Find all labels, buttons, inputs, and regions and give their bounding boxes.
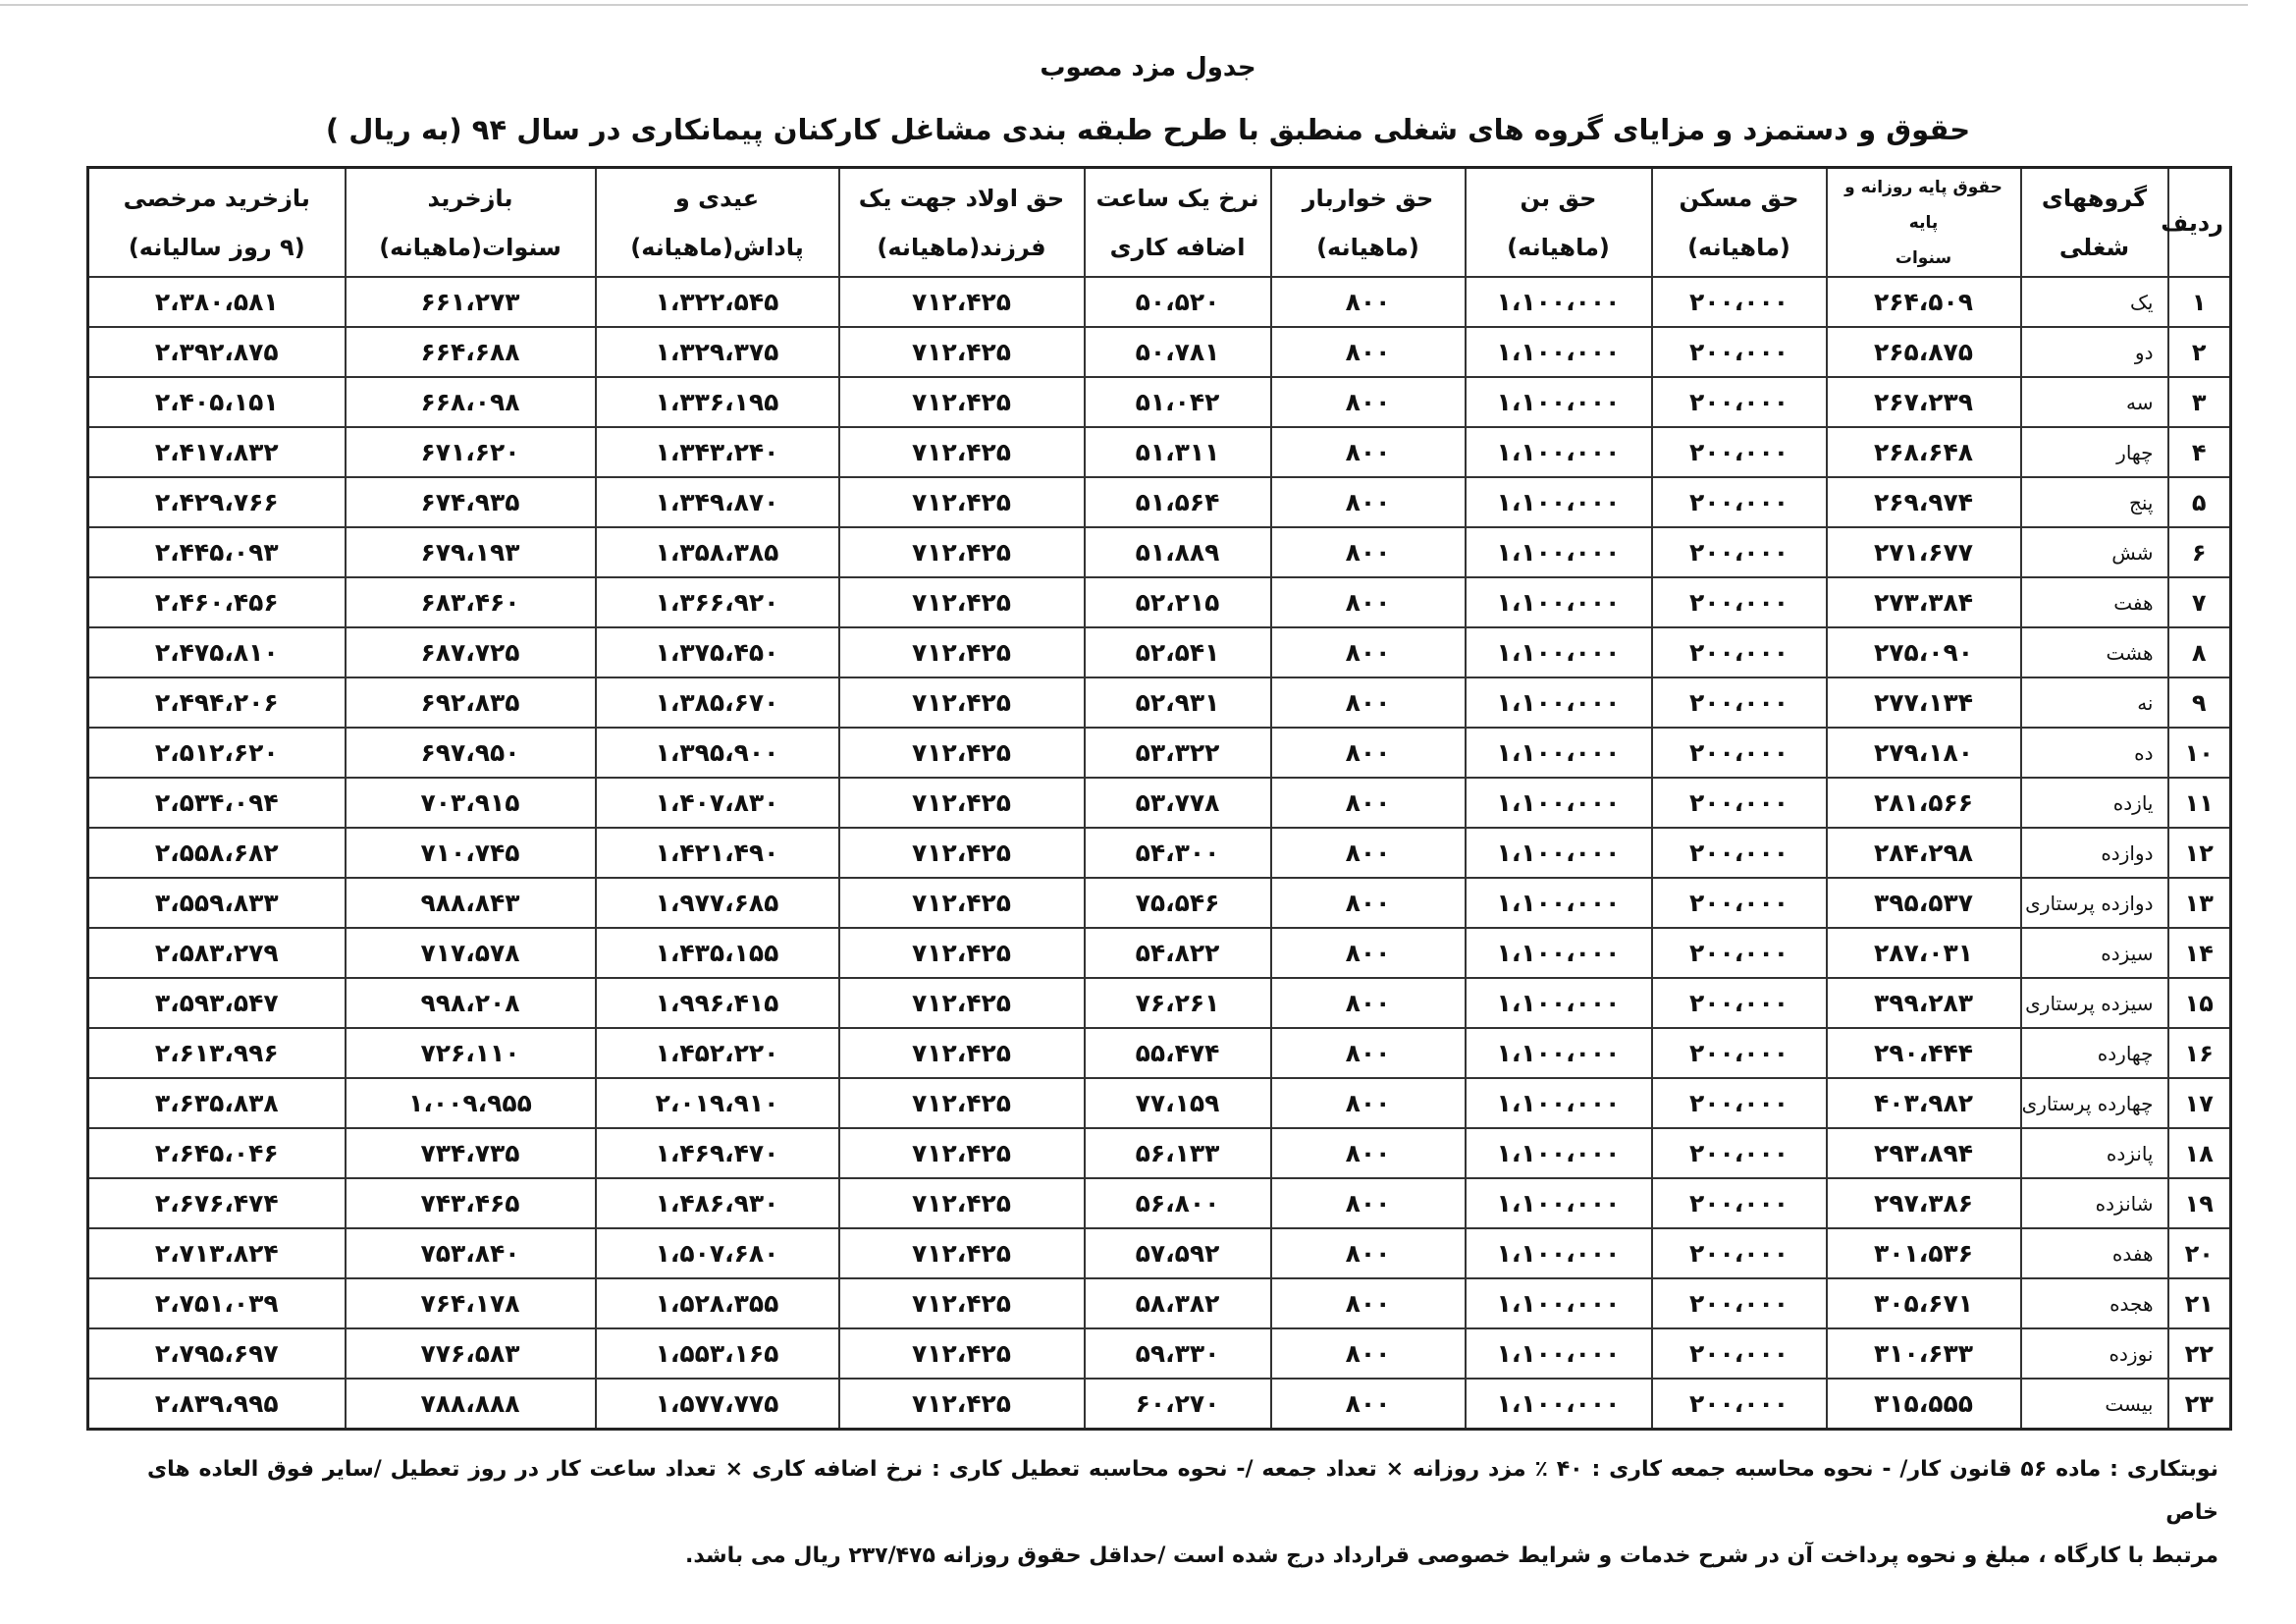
cell-base-salary: ۲۹۷،۳۸۶: [1827, 1178, 2021, 1228]
cell-severance: ۶۶۸،۰۹۸: [346, 377, 596, 427]
cell-grocery: ۸۰۰: [1271, 677, 1466, 728]
cell-child: ۷۱۲،۴۲۵: [839, 1228, 1085, 1278]
cell-overtime: ۵۴،۸۲۲: [1085, 928, 1271, 978]
cell-bon: ۱،۱۰۰،۰۰۰: [1466, 978, 1652, 1028]
cell-severance: ۶۷۴،۹۳۵: [346, 477, 596, 527]
cell-housing: ۲۰۰،۰۰۰: [1652, 327, 1827, 377]
cell-child: ۷۱۲،۴۲۵: [839, 677, 1085, 728]
cell-base-salary: ۲۷۱،۶۷۷: [1827, 527, 2021, 577]
cell-child: ۷۱۲،۴۲۵: [839, 577, 1085, 627]
cell-base-salary: ۲۷۹،۱۸۰: [1827, 728, 2021, 778]
cell-bon: ۱،۱۰۰،۰۰۰: [1466, 477, 1652, 527]
cell-row-number: ۱۶: [2168, 1028, 2231, 1078]
cell-bonus: ۱،۳۴۳،۲۴۰: [596, 427, 839, 477]
cell-bonus: ۱،۳۹۵،۹۰۰: [596, 728, 839, 778]
cell-housing: ۲۰۰،۰۰۰: [1652, 1078, 1827, 1128]
cell-grocery: ۸۰۰: [1271, 878, 1466, 928]
cell-severance: ۶۹۷،۹۵۰: [346, 728, 596, 778]
table-row: [88, 327, 2231, 377]
cell-row-number: ۱۸: [2168, 1128, 2231, 1178]
table-row: [88, 778, 2231, 828]
cell-job-group: یازده: [2021, 778, 2168, 828]
cell-row-number: ۱۷: [2168, 1078, 2231, 1128]
cell-job-group: بیست: [2021, 1379, 2168, 1430]
footnote-line-1: نوبتکاری : ماده ۵۶ قانون کار/ - نحوه محاسبه جمعه کاری : ۴۰ ٪ مزد روزانه × تعداد جمعه /- نحوه محاسبه تعطیل کاری : نرخ اضافه کاری × تعداد ساعت کار در روز تعطیل /سایر فوق العاده های خاص: [147, 1457, 2218, 1525]
cell-job-group: دوازده: [2021, 828, 2168, 878]
cell-severance: ۷۱۷،۵۷۸: [346, 928, 596, 978]
cell-leave: ۲،۵۵۸،۶۸۲: [88, 828, 346, 878]
cell-row-number: ۴: [2168, 427, 2231, 477]
cell-row-number: ۶: [2168, 527, 2231, 577]
cell-job-group: چهارده پرستاری: [2021, 1078, 2168, 1128]
cell-bonus: ۱،۳۷۵،۴۵۰: [596, 627, 839, 677]
cell-housing: ۲۰۰،۰۰۰: [1652, 1228, 1827, 1278]
table-row: [88, 427, 2231, 477]
header-row: [88, 168, 2231, 278]
cell-severance: ۷۱۰،۷۴۵: [346, 828, 596, 878]
cell-grocery: ۸۰۰: [1271, 1028, 1466, 1078]
cell-leave: ۲،۶۴۵،۰۴۶: [88, 1128, 346, 1178]
cell-base-salary: ۲۶۸،۶۴۸: [1827, 427, 2021, 477]
cell-grocery: ۸۰۰: [1271, 778, 1466, 828]
cell-severance: ۷۵۳،۸۴۰: [346, 1228, 596, 1278]
cell-child: ۷۱۲،۴۲۵: [839, 978, 1085, 1028]
cell-leave: ۲،۵۸۳،۲۷۹: [88, 928, 346, 978]
cell-child: ۷۱۲،۴۲۵: [839, 477, 1085, 527]
cell-grocery: ۸۰۰: [1271, 327, 1466, 377]
header-job-group: گروههای شغلی: [2021, 168, 2168, 278]
cell-job-group: ده: [2021, 728, 2168, 778]
cell-overtime: ۵۰،۵۲۰: [1085, 277, 1271, 327]
cell-base-salary: ۲۷۷،۱۳۴: [1827, 677, 2021, 728]
table-row: [88, 1228, 2231, 1278]
cell-grocery: ۸۰۰: [1271, 1178, 1466, 1228]
cell-leave: ۳،۵۵۹،۸۳۳: [88, 878, 346, 928]
cell-leave: ۲،۶۱۳،۹۹۶: [88, 1028, 346, 1078]
cell-bonus: ۱،۳۴۹،۸۷۰: [596, 477, 839, 527]
cell-bonus: ۱،۴۸۶،۹۳۰: [596, 1178, 839, 1228]
cell-severance: ۶۸۷،۷۲۵: [346, 627, 596, 677]
cell-overtime: ۵۵،۴۷۴: [1085, 1028, 1271, 1078]
cell-leave: ۲،۴۷۵،۸۱۰: [88, 627, 346, 677]
cell-row-number: ۱۲: [2168, 828, 2231, 878]
footnote-line-2: مرتبط با کارگاه ، مبلغ و نحوه پرداخت آن در شرح خدمات و شرایط خصوصی قرارداد درج شده است /حداقل حقوق روزانه ۲۳۷/۴۷۵ ریال می باشد.: [684, 1543, 2218, 1568]
cell-child: ۷۱۲،۴۲۵: [839, 1328, 1085, 1379]
cell-job-group: پنج: [2021, 477, 2168, 527]
table-row: [88, 527, 2231, 577]
cell-severance: ۹۸۸،۸۴۳: [346, 878, 596, 928]
cell-overtime: ۵۶،۸۰۰: [1085, 1178, 1271, 1228]
cell-leave: ۲،۴۱۷،۸۳۲: [88, 427, 346, 477]
table-row: [88, 277, 2231, 327]
header-bon: حق بن (ماهیانه): [1466, 168, 1652, 278]
cell-leave: ۲،۴۴۵،۰۹۳: [88, 527, 346, 577]
cell-job-group: شش: [2021, 527, 2168, 577]
cell-overtime: ۷۵،۵۴۶: [1085, 878, 1271, 928]
cell-job-group: شانزده: [2021, 1178, 2168, 1228]
cell-overtime: ۶۰،۲۷۰: [1085, 1379, 1271, 1430]
cell-child: ۷۱۲،۴۲۵: [839, 627, 1085, 677]
cell-base-salary: ۲۷۳،۳۸۴: [1827, 577, 2021, 627]
table-row: [88, 627, 2231, 677]
cell-housing: ۲۰۰،۰۰۰: [1652, 878, 1827, 928]
cell-row-number: ۷: [2168, 577, 2231, 627]
cell-child: ۷۱۲،۴۲۵: [839, 728, 1085, 778]
cell-severance: ۱،۰۰۹،۹۵۵: [346, 1078, 596, 1128]
table-row: [88, 978, 2231, 1028]
cell-housing: ۲۰۰،۰۰۰: [1652, 677, 1827, 728]
cell-base-salary: ۲۸۱،۵۶۶: [1827, 778, 2021, 828]
table-row: [88, 677, 2231, 728]
header-child: حق اولاد جهت یک فرزند(ماهیانه): [839, 168, 1085, 278]
cell-row-number: ۵: [2168, 477, 2231, 527]
cell-bonus: ۱،۴۰۷،۸۳۰: [596, 778, 839, 828]
cell-base-salary: ۲۹۰،۴۴۴: [1827, 1028, 2021, 1078]
cell-bon: ۱،۱۰۰،۰۰۰: [1466, 577, 1652, 627]
cell-housing: ۲۰۰،۰۰۰: [1652, 577, 1827, 627]
header-grocery: حق خواربار (ماهیانه): [1271, 168, 1466, 278]
cell-bon: ۱،۱۰۰،۰۰۰: [1466, 1228, 1652, 1278]
cell-leave: ۲،۵۳۴،۰۹۴: [88, 778, 346, 828]
cell-severance: ۷۰۳،۹۱۵: [346, 778, 596, 828]
cell-bon: ۱،۱۰۰،۰۰۰: [1466, 527, 1652, 577]
header-overtime: نرخ یک ساعت اضافه کاری: [1085, 168, 1271, 278]
cell-bonus: ۱،۳۵۸،۳۸۵: [596, 527, 839, 577]
cell-overtime: ۵۶،۱۳۳: [1085, 1128, 1271, 1178]
cell-grocery: ۸۰۰: [1271, 978, 1466, 1028]
cell-overtime: ۵۹،۳۳۰: [1085, 1328, 1271, 1379]
header-housing: حق مسکن (ماهیانه): [1652, 168, 1827, 278]
cell-child: ۷۱۲،۴۲۵: [839, 778, 1085, 828]
cell-row-number: ۱۳: [2168, 878, 2231, 928]
cell-severance: ۶۶۱،۲۷۳: [346, 277, 596, 327]
table-row: [88, 728, 2231, 778]
cell-grocery: ۸۰۰: [1271, 1078, 1466, 1128]
cell-bonus: ۱،۴۲۱،۴۹۰: [596, 828, 839, 878]
cell-housing: ۲۰۰،۰۰۰: [1652, 477, 1827, 527]
cell-bon: ۱،۱۰۰،۰۰۰: [1466, 778, 1652, 828]
cell-child: ۷۱۲،۴۲۵: [839, 1178, 1085, 1228]
cell-overtime: ۵۲،۹۳۱: [1085, 677, 1271, 728]
cell-leave: ۲،۴۶۰،۴۵۶: [88, 577, 346, 627]
cell-severance: ۷۶۴،۱۷۸: [346, 1278, 596, 1328]
cell-leave: ۲،۳۹۲،۸۷۵: [88, 327, 346, 377]
cell-overtime: ۵۳،۷۷۸: [1085, 778, 1271, 828]
header-base-salary: حقوق پایه روزانه و پایه سنوات: [1827, 168, 2021, 278]
table-row: [88, 1028, 2231, 1078]
cell-child: ۷۱۲،۴۲۵: [839, 1379, 1085, 1430]
cell-grocery: ۸۰۰: [1271, 477, 1466, 527]
cell-housing: ۲۰۰،۰۰۰: [1652, 627, 1827, 677]
cell-housing: ۲۰۰،۰۰۰: [1652, 928, 1827, 978]
cell-bonus: ۱،۳۲۹،۳۷۵: [596, 327, 839, 377]
cell-row-number: ۲: [2168, 327, 2231, 377]
cell-grocery: ۸۰۰: [1271, 828, 1466, 878]
cell-grocery: ۸۰۰: [1271, 527, 1466, 577]
cell-row-number: ۱۵: [2168, 978, 2231, 1028]
cell-job-group: هفت: [2021, 577, 2168, 627]
table-row: [88, 1078, 2231, 1128]
cell-bon: ۱،۱۰۰،۰۰۰: [1466, 1128, 1652, 1178]
cell-base-salary: ۲۸۴،۲۹۸: [1827, 828, 2021, 878]
cell-overtime: ۵۱،۳۱۱: [1085, 427, 1271, 477]
cell-grocery: ۸۰۰: [1271, 627, 1466, 677]
cell-bonus: ۱،۴۳۵،۱۵۵: [596, 928, 839, 978]
cell-housing: ۲۰۰،۰۰۰: [1652, 828, 1827, 878]
table-row: [88, 1128, 2231, 1178]
cell-grocery: ۸۰۰: [1271, 1328, 1466, 1379]
cell-housing: ۲۰۰،۰۰۰: [1652, 1328, 1827, 1379]
cell-bonus: ۱،۴۶۹،۴۷۰: [596, 1128, 839, 1178]
cell-bonus: ۱،۵۷۷،۷۷۵: [596, 1379, 839, 1430]
cell-base-salary: ۲۶۴،۵۰۹: [1827, 277, 2021, 327]
cell-child: ۷۱۲،۴۲۵: [839, 1028, 1085, 1078]
cell-leave: ۳،۶۳۵،۸۳۸: [88, 1078, 346, 1128]
table-row: [88, 878, 2231, 928]
cell-severance: ۹۹۸،۲۰۸: [346, 978, 596, 1028]
cell-row-number: ۱۴: [2168, 928, 2231, 978]
cell-housing: ۲۰۰،۰۰۰: [1652, 728, 1827, 778]
cell-overtime: ۷۶،۲۶۱: [1085, 978, 1271, 1028]
cell-bonus: ۱،۳۲۲،۵۴۵: [596, 277, 839, 327]
cell-bon: ۱،۱۰۰،۰۰۰: [1466, 1379, 1652, 1430]
cell-row-number: ۲۲: [2168, 1328, 2231, 1379]
cell-bon: ۱،۱۰۰،۰۰۰: [1466, 1328, 1652, 1379]
cell-overtime: ۵۱،۵۶۴: [1085, 477, 1271, 527]
cell-leave: ۲،۷۱۳،۸۲۴: [88, 1228, 346, 1278]
table-row: [88, 828, 2231, 878]
cell-bonus: ۱،۳۸۵،۶۷۰: [596, 677, 839, 728]
cell-housing: ۲۰۰،۰۰۰: [1652, 427, 1827, 477]
cell-base-salary: ۳۹۹،۲۸۳: [1827, 978, 2021, 1028]
cell-base-salary: ۳۱۰،۶۳۳: [1827, 1328, 2021, 1379]
cell-bon: ۱،۱۰۰،۰۰۰: [1466, 828, 1652, 878]
cell-severance: ۷۸۸،۸۸۸: [346, 1379, 596, 1430]
cell-child: ۷۱۲،۴۲۵: [839, 1078, 1085, 1128]
cell-bon: ۱،۱۰۰،۰۰۰: [1466, 327, 1652, 377]
cell-bonus: ۱،۴۵۲،۲۲۰: [596, 1028, 839, 1078]
cell-base-salary: ۳۹۵،۵۳۷: [1827, 878, 2021, 928]
cell-base-salary: ۳۱۵،۵۵۵: [1827, 1379, 2021, 1430]
table-row: [88, 1379, 2231, 1430]
cell-child: ۷۱۲،۴۲۵: [839, 1128, 1085, 1178]
table-row: [88, 1328, 2231, 1379]
cell-severance: ۶۶۴،۶۸۸: [346, 327, 596, 377]
cell-child: ۷۱۲،۴۲۵: [839, 377, 1085, 427]
cell-grocery: ۸۰۰: [1271, 377, 1466, 427]
table-row: [88, 577, 2231, 627]
cell-job-group: سیزده: [2021, 928, 2168, 978]
cell-overtime: ۷۷،۱۵۹: [1085, 1078, 1271, 1128]
cell-row-number: ۲۰: [2168, 1228, 2231, 1278]
cell-child: ۷۱۲،۴۲۵: [839, 878, 1085, 928]
footnote: [147, 1448, 2218, 1578]
cell-base-salary: ۲۷۵،۰۹۰: [1827, 627, 2021, 677]
cell-job-group: نوزده: [2021, 1328, 2168, 1379]
cell-bon: ۱،۱۰۰،۰۰۰: [1466, 928, 1652, 978]
cell-bonus: ۱،۳۳۶،۱۹۵: [596, 377, 839, 427]
table-row: [88, 1278, 2231, 1328]
cell-grocery: ۸۰۰: [1271, 1228, 1466, 1278]
cell-row-number: ۳: [2168, 377, 2231, 427]
cell-leave: ۲،۳۸۰،۵۸۱: [88, 277, 346, 327]
cell-row-number: ۱۹: [2168, 1178, 2231, 1228]
cell-job-group: چهار: [2021, 427, 2168, 477]
cell-base-salary: ۴۰۳،۹۸۲: [1827, 1078, 2021, 1128]
header-leave: بازخرید مرخصی (۹ روز سالیانه): [88, 168, 346, 278]
cell-bonus: ۱،۹۷۷،۶۸۵: [596, 878, 839, 928]
cell-job-group: هجده: [2021, 1278, 2168, 1328]
cell-housing: ۲۰۰،۰۰۰: [1652, 1028, 1827, 1078]
cell-housing: ۲۰۰،۰۰۰: [1652, 1178, 1827, 1228]
cell-severance: ۶۸۳،۴۶۰: [346, 577, 596, 627]
cell-base-salary: ۲۸۷،۰۳۱: [1827, 928, 2021, 978]
cell-bon: ۱،۱۰۰،۰۰۰: [1466, 277, 1652, 327]
cell-job-group: دو: [2021, 327, 2168, 377]
table-body: [88, 277, 2231, 1430]
cell-leave: ۳،۵۹۳،۵۴۷: [88, 978, 346, 1028]
header-row-number: ردیف: [2168, 168, 2231, 278]
header-severance: بازخرید سنوات(ماهیانه): [346, 168, 596, 278]
cell-job-group: نه: [2021, 677, 2168, 728]
cell-bon: ۱،۱۰۰،۰۰۰: [1466, 1178, 1652, 1228]
cell-bon: ۱،۱۰۰،۰۰۰: [1466, 1278, 1652, 1328]
cell-row-number: ۱۱: [2168, 778, 2231, 828]
cell-base-salary: ۳۰۱،۵۳۶: [1827, 1228, 2021, 1278]
cell-bon: ۱،۱۰۰،۰۰۰: [1466, 728, 1652, 778]
cell-housing: ۲۰۰،۰۰۰: [1652, 377, 1827, 427]
cell-bon: ۱،۱۰۰،۰۰۰: [1466, 377, 1652, 427]
cell-bon: ۱،۱۰۰،۰۰۰: [1466, 677, 1652, 728]
cell-grocery: ۸۰۰: [1271, 577, 1466, 627]
wage-table: [86, 166, 2232, 1431]
cell-severance: ۷۴۳،۴۶۵: [346, 1178, 596, 1228]
cell-row-number: ۹: [2168, 677, 2231, 728]
cell-housing: ۲۰۰،۰۰۰: [1652, 1379, 1827, 1430]
cell-base-salary: ۲۶۹،۹۷۴: [1827, 477, 2021, 527]
cell-housing: ۲۰۰،۰۰۰: [1652, 778, 1827, 828]
cell-leave: ۲،۶۷۶،۴۷۴: [88, 1178, 346, 1228]
cell-overtime: ۵۱،۸۸۹: [1085, 527, 1271, 577]
cell-grocery: ۸۰۰: [1271, 928, 1466, 978]
cell-overtime: ۵۴،۳۰۰: [1085, 828, 1271, 878]
cell-grocery: ۸۰۰: [1271, 1278, 1466, 1328]
table-row: [88, 1178, 2231, 1228]
cell-job-group: هفده: [2021, 1228, 2168, 1278]
cell-bon: ۱،۱۰۰،۰۰۰: [1466, 878, 1652, 928]
cell-leave: ۲،۴۲۹،۷۶۶: [88, 477, 346, 527]
cell-grocery: ۸۰۰: [1271, 1128, 1466, 1178]
document-title: جدول مزد مصوب: [1040, 53, 1256, 82]
cell-row-number: ۸: [2168, 627, 2231, 677]
cell-bonus: ۲،۰۱۹،۹۱۰: [596, 1078, 839, 1128]
cell-housing: ۲۰۰،۰۰۰: [1652, 527, 1827, 577]
document-subtitle: حقوق و دستمزد و مزایای گروه های شغلی منطبق با طرح طبقه بندی مشاغل کارکنان پیمانکاری در سال ۹۴ (به ریال ): [325, 113, 1971, 146]
cell-base-salary: ۲۶۷،۲۳۹: [1827, 377, 2021, 427]
table-row: [88, 928, 2231, 978]
cell-grocery: ۸۰۰: [1271, 277, 1466, 327]
cell-overtime: ۵۲،۲۱۵: [1085, 577, 1271, 627]
cell-base-salary: ۳۰۵،۶۷۱: [1827, 1278, 2021, 1328]
cell-child: ۷۱۲،۴۲۵: [839, 277, 1085, 327]
cell-bon: ۱،۱۰۰،۰۰۰: [1466, 427, 1652, 477]
cell-child: ۷۱۲،۴۲۵: [839, 427, 1085, 477]
cell-grocery: ۸۰۰: [1271, 1379, 1466, 1430]
cell-leave: ۲،۸۳۹،۹۹۵: [88, 1379, 346, 1430]
cell-child: ۷۱۲،۴۲۵: [839, 928, 1085, 978]
scan-edge: [0, 4, 2248, 6]
cell-grocery: ۸۰۰: [1271, 427, 1466, 477]
cell-job-group: سیزده پرستاری: [2021, 978, 2168, 1028]
cell-severance: ۶۷۱،۶۲۰: [346, 427, 596, 477]
cell-job-group: دوازده پرستاری: [2021, 878, 2168, 928]
cell-base-salary: ۲۶۵،۸۷۵: [1827, 327, 2021, 377]
cell-bon: ۱،۱۰۰،۰۰۰: [1466, 1078, 1652, 1128]
cell-row-number: ۱۰: [2168, 728, 2231, 778]
cell-severance: ۶۷۹،۱۹۳: [346, 527, 596, 577]
header-bonus: عیدی و پاداش(ماهیانه): [596, 168, 839, 278]
cell-overtime: ۵۱،۰۴۲: [1085, 377, 1271, 427]
cell-job-group: یک: [2021, 277, 2168, 327]
cell-job-group: پانزده: [2021, 1128, 2168, 1178]
cell-bonus: ۱،۹۹۶،۴۱۵: [596, 978, 839, 1028]
cell-row-number: ۲۱: [2168, 1278, 2231, 1328]
cell-housing: ۲۰۰،۰۰۰: [1652, 1128, 1827, 1178]
cell-overtime: ۵۷،۵۹۲: [1085, 1228, 1271, 1278]
cell-child: ۷۱۲،۴۲۵: [839, 1278, 1085, 1328]
cell-severance: ۶۹۲،۸۳۵: [346, 677, 596, 728]
cell-leave: ۲،۴۰۵،۱۵۱: [88, 377, 346, 427]
cell-severance: ۷۲۶،۱۱۰: [346, 1028, 596, 1078]
cell-bon: ۱،۱۰۰،۰۰۰: [1466, 627, 1652, 677]
cell-housing: ۲۰۰،۰۰۰: [1652, 1278, 1827, 1328]
cell-child: ۷۱۲،۴۲۵: [839, 527, 1085, 577]
cell-leave: ۲،۵۱۲،۶۲۰: [88, 728, 346, 778]
cell-leave: ۲،۷۹۵،۶۹۷: [88, 1328, 346, 1379]
cell-bonus: ۱،۵۰۷،۶۸۰: [596, 1228, 839, 1278]
cell-base-salary: ۲۹۳،۸۹۴: [1827, 1128, 2021, 1178]
cell-bonus: ۱،۵۲۸،۳۵۵: [596, 1278, 839, 1328]
cell-leave: ۲،۴۹۴،۲۰۶: [88, 677, 346, 728]
cell-row-number: ۱: [2168, 277, 2231, 327]
cell-job-group: چهارده: [2021, 1028, 2168, 1078]
cell-bonus: ۱،۵۵۳،۱۶۵: [596, 1328, 839, 1379]
cell-overtime: ۵۰،۷۸۱: [1085, 327, 1271, 377]
cell-housing: ۲۰۰،۰۰۰: [1652, 277, 1827, 327]
cell-child: ۷۱۲،۴۲۵: [839, 327, 1085, 377]
cell-overtime: ۵۸،۳۸۲: [1085, 1278, 1271, 1328]
table-row: [88, 477, 2231, 527]
cell-bonus: ۱،۳۶۶،۹۲۰: [596, 577, 839, 627]
cell-row-number: ۲۳: [2168, 1379, 2231, 1430]
cell-severance: ۷۷۶،۵۸۳: [346, 1328, 596, 1379]
cell-overtime: ۵۳،۳۲۲: [1085, 728, 1271, 778]
cell-housing: ۲۰۰،۰۰۰: [1652, 978, 1827, 1028]
cell-overtime: ۵۲،۵۴۱: [1085, 627, 1271, 677]
cell-leave: ۲،۷۵۱،۰۳۹: [88, 1278, 346, 1328]
cell-grocery: ۸۰۰: [1271, 728, 1466, 778]
cell-child: ۷۱۲،۴۲۵: [839, 828, 1085, 878]
cell-job-group: سه: [2021, 377, 2168, 427]
table-row: [88, 377, 2231, 427]
cell-severance: ۷۳۴،۷۳۵: [346, 1128, 596, 1178]
cell-job-group: هشت: [2021, 627, 2168, 677]
cell-bon: ۱،۱۰۰،۰۰۰: [1466, 1028, 1652, 1078]
